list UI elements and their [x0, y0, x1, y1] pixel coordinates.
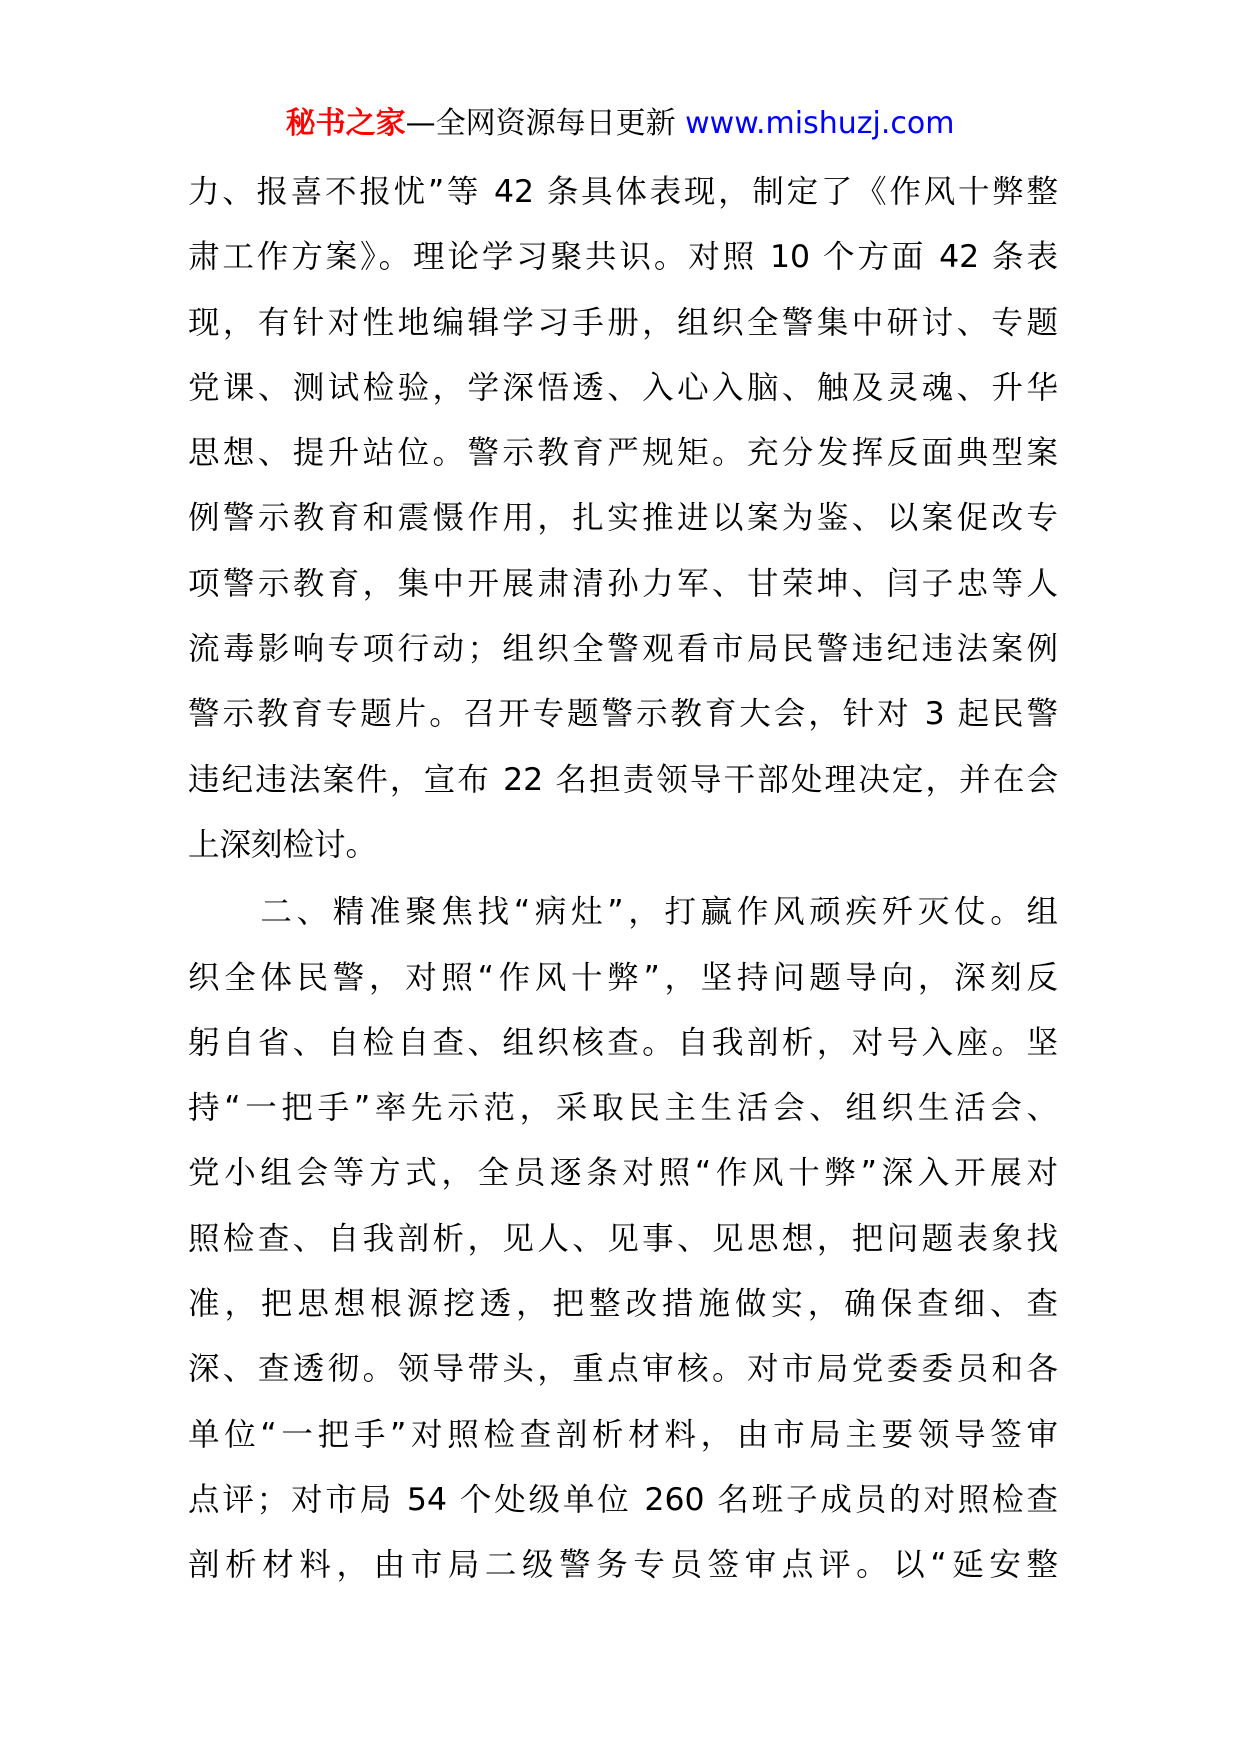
- paragraph-1: [188, 160, 1058, 878]
- text-line: 单位“一把手”对照检查剖析材料，由市局主要领导签审: [188, 1416, 1058, 1453]
- text-line: 党小组会等方式，全员逐条对照“作风十弊”深入开展对: [188, 1155, 1058, 1192]
- header-url-link[interactable]: www.mishuzj.com: [685, 106, 955, 141]
- document-body: [188, 160, 1058, 1599]
- text-line: 上深刻检讨。: [188, 826, 378, 863]
- text-line: 二、精准聚焦找“病灶”，打赢作风顽疾歼灭仗。组: [188, 894, 1058, 931]
- text-line: 照检查、自我剖析，见人、见事、见思想，把问题表象找: [188, 1220, 1058, 1257]
- header-slogan: —全网资源每日更新: [405, 106, 676, 141]
- text-line: 剖析材料，由市局二级警务专员签审点评。以“延安整: [188, 1547, 1058, 1584]
- text-line: 思想、提升站位。警示教育严规矩。充分发挥反面典型案: [188, 435, 1058, 472]
- text-line: 织全体民警，对照“作风十弊”，坚持问题导向，深刻反: [188, 959, 1058, 996]
- text-line: 违纪违法案件，宣布 22 名担责领导干部处理决定，并在会: [188, 761, 1058, 798]
- text-line: 项警示教育，集中开展肃清孙力军、甘荣坤、闫子忠等人: [188, 565, 1058, 602]
- text-line: 点评；对市局 54 个处级单位 260 名班子成员的对照检查: [188, 1481, 1058, 1518]
- brand-name: 秘书之家: [285, 106, 406, 141]
- text-line: 流毒影响专项行动；组织全警观看市局民警违纪违法案例: [188, 631, 1058, 668]
- paragraph-2: [188, 880, 1058, 1598]
- text-line: 例警示教育和震慑作用，扎实推进以案为鉴、以案促改专: [188, 500, 1058, 537]
- text-line: 现，有针对性地编辑学习手册，组织全警集中研讨、专题: [188, 304, 1058, 341]
- text-line: 准，把思想根源挖透，把整改措施做实，确保查细、查: [188, 1286, 1058, 1323]
- text-line: 深、查透彻。领导带头，重点审核。对市局党委委员和各: [188, 1351, 1058, 1388]
- page-header: [0, 104, 1240, 144]
- text-line: 躬自省、自检自查、组织核查。自我剖析，对号入座。坚: [188, 1024, 1058, 1061]
- text-line: 肃工作方案》。理论学习聚共识。对照 10 个方面 42 条表: [188, 239, 1058, 276]
- text-line: 警示教育专题片。召开专题警示教育大会，针对 3 起民警: [188, 696, 1058, 733]
- text-line: 持“一把手”率先示范，采取民主生活会、组织生活会、: [188, 1090, 1058, 1127]
- text-line: 党课、测试检验，学深悟透、入心入脑、触及灵魂、升华: [188, 369, 1058, 406]
- text-line: 力、报喜不报忧”等 42 条具体表现，制定了《作风十弊整: [188, 174, 1058, 210]
